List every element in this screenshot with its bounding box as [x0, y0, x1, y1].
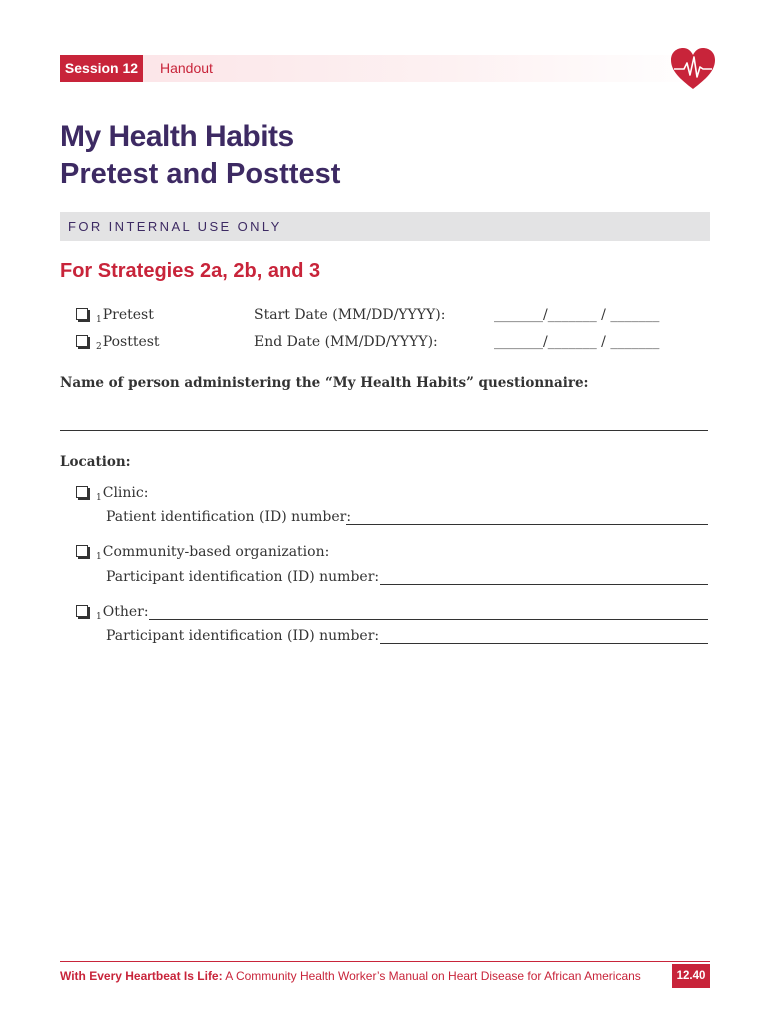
- footer-series-subtitle: A Community Health Worker’s Manual on Heart Disease for African Americans: [222, 969, 641, 983]
- posttest-option[interactable]: $_2$Posttest: [76, 334, 160, 352]
- footer-series-title: [60, 969, 641, 983]
- page-number: 12.40: [672, 964, 710, 988]
- other-location-field[interactable]: [149, 619, 708, 620]
- footer-series-name: With Every Heartbeat Is Life:: [60, 969, 223, 983]
- cbo-option[interactable]: $_1$Community-based organization:: [76, 544, 329, 562]
- session-badge: Session 12: [60, 55, 143, 82]
- clinic-label: Clinic:: [102, 485, 149, 501]
- start-date-field[interactable]: _______/_______ / _______: [494, 307, 660, 323]
- pretest-label: Pretest: [102, 307, 154, 323]
- heart-pulse-icon: [670, 47, 716, 91]
- administrator-name-field[interactable]: [60, 430, 708, 431]
- patient-id-label: Patient identification (ID) number:: [106, 509, 352, 525]
- cbo-participant-id-field[interactable]: [380, 584, 708, 585]
- cbo-label: Community-based organization:: [102, 544, 330, 560]
- pretest-checkbox[interactable]: [76, 308, 88, 320]
- other-label: Other:: [102, 604, 149, 620]
- cbo-checkbox[interactable]: [76, 545, 88, 557]
- end-date-label: End Date (MM/DD/YYYY):: [254, 334, 438, 350]
- other-option[interactable]: $_1$Other:: [76, 604, 149, 622]
- cbo-participant-id-label: Participant identification (ID) number:: [106, 569, 380, 585]
- handout-label: Handout: [160, 60, 213, 76]
- pretest-option[interactable]: $_1$Pretest: [76, 307, 154, 325]
- other-participant-id-field[interactable]: [380, 643, 708, 644]
- end-date-field[interactable]: _______/_______ / _______: [494, 334, 660, 350]
- footer-divider: [60, 961, 710, 962]
- page-subtitle: Pretest and Posttest: [60, 158, 341, 190]
- header-band: [60, 55, 710, 82]
- patient-id-field[interactable]: [346, 524, 708, 525]
- internal-use-label: FOR INTERNAL USE ONLY: [68, 219, 282, 234]
- start-date-label: Start Date (MM/DD/YYYY):: [254, 307, 446, 323]
- other-participant-id-label: Participant identification (ID) number:: [106, 628, 380, 644]
- strategies-heading: For Strategies 2a, 2b, and 3: [60, 260, 321, 282]
- posttest-checkbox[interactable]: [76, 335, 88, 347]
- administrator-prompt: Name of person administering the “My Health Habits” questionnaire:: [60, 375, 589, 391]
- posttest-label: Posttest: [102, 334, 160, 350]
- page-title: My Health Habits: [60, 120, 294, 153]
- clinic-checkbox[interactable]: [76, 486, 88, 498]
- location-label: Location:: [60, 454, 131, 470]
- clinic-option[interactable]: $_1$Clinic:: [76, 485, 148, 503]
- other-checkbox[interactable]: [76, 605, 88, 617]
